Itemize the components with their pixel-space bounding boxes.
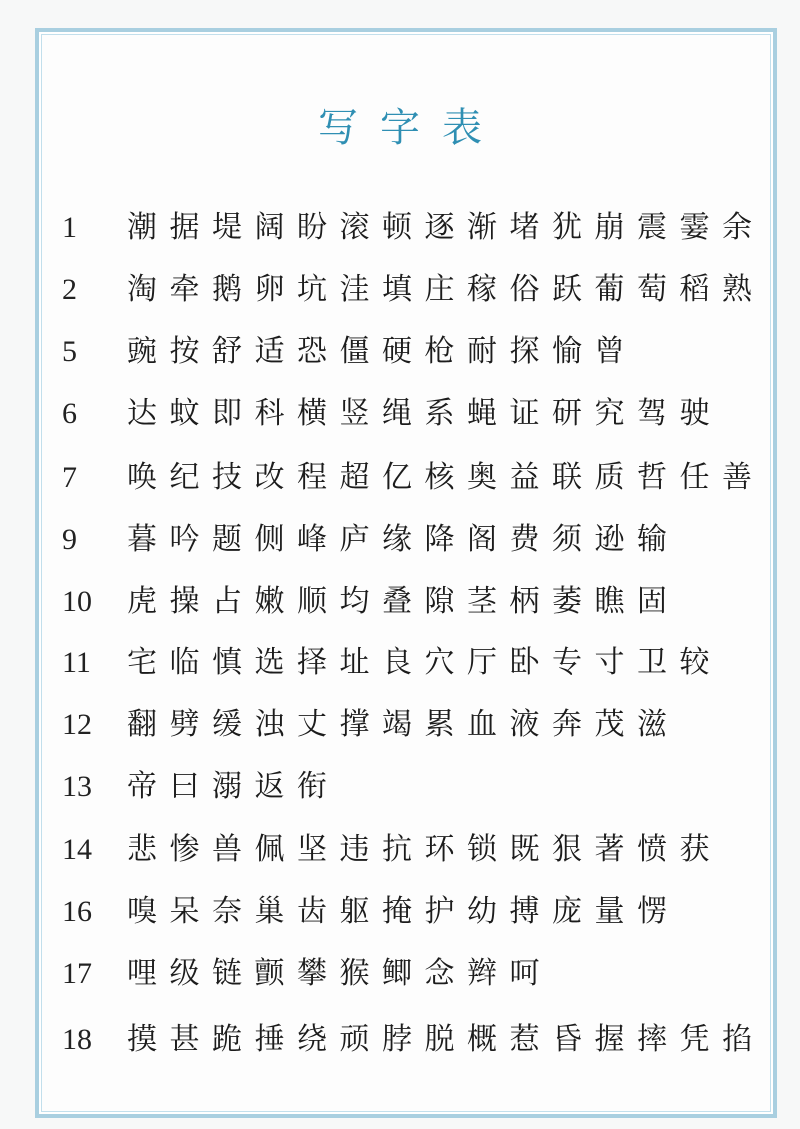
- character: 淘: [127, 272, 157, 307]
- character: 坚: [297, 832, 327, 867]
- character: 庄: [424, 272, 455, 307]
- character: 驶: [679, 396, 710, 431]
- lesson-number: 12: [62, 708, 92, 741]
- character: 愣: [637, 894, 667, 929]
- lesson-number: 1: [62, 211, 77, 244]
- character: 护: [424, 894, 455, 929]
- character: 究: [594, 396, 625, 431]
- character: 抗: [382, 832, 412, 867]
- character: 凭: [679, 1022, 710, 1057]
- character: 惨: [169, 832, 200, 867]
- lesson-row: [0, 268, 800, 312]
- character: 稼: [467, 272, 497, 307]
- character: 卵: [254, 272, 285, 307]
- character: 昏: [552, 1022, 582, 1057]
- character: 曰: [169, 769, 200, 804]
- character: 浊: [254, 707, 285, 742]
- lesson-row: [0, 518, 800, 562]
- character: 潮: [127, 210, 157, 245]
- character: 霎: [679, 210, 710, 245]
- character: 须: [552, 522, 582, 557]
- character-list: [127, 206, 765, 250]
- lesson-row: [0, 641, 800, 685]
- character: 获: [679, 832, 710, 867]
- character: 既: [509, 832, 540, 867]
- character: 暮: [127, 522, 157, 557]
- character: 哲: [637, 460, 667, 495]
- character: 即: [212, 396, 242, 431]
- character: 攀: [297, 956, 327, 991]
- lesson-row: [0, 206, 800, 250]
- character: 虎: [127, 584, 157, 619]
- character-list: [127, 828, 722, 872]
- character: 占: [212, 584, 242, 619]
- character: 卫: [637, 645, 667, 680]
- character: 茂: [594, 707, 625, 742]
- character-list: [127, 456, 765, 500]
- character: 溺: [212, 769, 242, 804]
- character: 摔: [637, 1022, 667, 1057]
- character: 硬: [382, 334, 412, 369]
- character: 萄: [637, 272, 667, 307]
- character: 齿: [297, 894, 327, 929]
- character: 劈: [169, 707, 200, 742]
- character: 佩: [254, 832, 285, 867]
- character: 证: [509, 396, 540, 431]
- character: 奥: [467, 460, 497, 495]
- character: 善: [722, 460, 752, 495]
- character: 鲫: [382, 956, 412, 991]
- character: 摸: [127, 1022, 157, 1057]
- character: 顺: [297, 584, 327, 619]
- character: 卧: [509, 645, 540, 680]
- character: 唤: [127, 460, 157, 495]
- character: 吟: [169, 522, 200, 557]
- character: 血: [467, 707, 497, 742]
- character: 握: [594, 1022, 625, 1057]
- character: 隙: [424, 584, 455, 619]
- character: 巢: [254, 894, 285, 929]
- character: 脖: [382, 1022, 412, 1057]
- character-list: [127, 268, 765, 312]
- character: 惹: [509, 1022, 540, 1057]
- page-title: 写字表: [318, 105, 504, 151]
- character: 愉: [552, 334, 582, 369]
- character: 鹅: [212, 272, 242, 307]
- character: 辫: [467, 956, 497, 991]
- character: 适: [254, 334, 285, 369]
- character: 返: [254, 769, 285, 804]
- character: 叠: [382, 584, 412, 619]
- character: 崩: [594, 210, 625, 245]
- character: 竭: [382, 707, 412, 742]
- character: 费: [509, 522, 540, 557]
- lesson-number: 2: [62, 273, 77, 306]
- character: 概: [467, 1022, 497, 1057]
- character: 嫩: [254, 584, 285, 619]
- character: 据: [169, 210, 200, 245]
- character-list: [127, 392, 722, 436]
- character: 顽: [339, 1022, 370, 1057]
- character: 哩: [127, 956, 157, 991]
- character: 阁: [467, 522, 497, 557]
- character: 跪: [212, 1022, 242, 1057]
- character: 固: [637, 584, 667, 619]
- character-list: [127, 952, 552, 996]
- character: 颤: [254, 956, 285, 991]
- character: 研: [552, 396, 582, 431]
- character: 阔: [254, 210, 285, 245]
- character: 滚: [339, 210, 370, 245]
- lesson-number: 16: [62, 895, 92, 928]
- character: 液: [509, 707, 540, 742]
- character: 滋: [637, 707, 667, 742]
- character: 掐: [722, 1022, 752, 1057]
- character: 峰: [297, 522, 327, 557]
- character: 兽: [212, 832, 242, 867]
- character: 蝇: [467, 396, 497, 431]
- character: 顿: [382, 210, 412, 245]
- character: 系: [424, 396, 455, 431]
- character: 择: [297, 645, 327, 680]
- character-list: [127, 580, 680, 624]
- character: 念: [424, 956, 455, 991]
- character-list: [127, 330, 637, 374]
- lesson-row: [0, 1018, 800, 1062]
- lesson-number: 6: [62, 397, 77, 430]
- character: 瞧: [594, 584, 625, 619]
- character: 宅: [127, 645, 157, 680]
- character: 逊: [594, 522, 625, 557]
- character: 联: [552, 460, 582, 495]
- lesson-row: [0, 765, 800, 809]
- character: 驾: [637, 396, 667, 431]
- character: 震: [637, 210, 667, 245]
- character: 幼: [467, 894, 497, 929]
- character: 逐: [424, 210, 455, 245]
- character: 余: [722, 210, 752, 245]
- lesson-row: [0, 890, 800, 934]
- character: 纪: [169, 460, 200, 495]
- character: 柄: [509, 584, 540, 619]
- lesson-row: [0, 392, 800, 436]
- character: 僵: [339, 334, 370, 369]
- character: 侧: [254, 522, 285, 557]
- character: 搏: [509, 894, 540, 929]
- character: 址: [339, 645, 370, 680]
- character: 输: [637, 522, 667, 557]
- character: 萎: [552, 584, 582, 619]
- character: 专: [552, 645, 582, 680]
- character: 犹: [552, 210, 582, 245]
- character: 超: [339, 460, 370, 495]
- character: 衔: [297, 769, 327, 804]
- character: 亿: [382, 460, 412, 495]
- lesson-row: [0, 952, 800, 996]
- character: 奈: [212, 894, 242, 929]
- character: 厅: [467, 645, 497, 680]
- character: 丈: [297, 707, 327, 742]
- character-list: [127, 641, 722, 685]
- character: 脱: [424, 1022, 455, 1057]
- character: 呆: [169, 894, 200, 929]
- character: 掩: [382, 894, 412, 929]
- character: 按: [169, 334, 200, 369]
- character: 益: [509, 460, 540, 495]
- character: 任: [679, 460, 710, 495]
- character: 锁: [467, 832, 497, 867]
- character: 寸: [594, 645, 625, 680]
- character: 葡: [594, 272, 625, 307]
- character: 翻: [127, 707, 157, 742]
- character: 良: [382, 645, 412, 680]
- character: 慎: [212, 645, 242, 680]
- character: 捶: [254, 1022, 285, 1057]
- character: 甚: [169, 1022, 200, 1057]
- character-list: [127, 518, 680, 562]
- character-list: [127, 703, 680, 747]
- character: 猴: [339, 956, 370, 991]
- character: 舒: [212, 334, 242, 369]
- character-list: [127, 1018, 765, 1062]
- character: 累: [424, 707, 455, 742]
- character: 蚊: [169, 396, 200, 431]
- lesson-number: 11: [62, 646, 91, 679]
- character: 坑: [297, 272, 327, 307]
- character: 核: [424, 460, 455, 495]
- character: 质: [594, 460, 625, 495]
- character: 呵: [509, 956, 540, 991]
- character: 缓: [212, 707, 242, 742]
- lesson-number: 7: [62, 461, 77, 494]
- character: 牵: [169, 272, 200, 307]
- character: 链: [212, 956, 242, 991]
- character: 著: [594, 832, 625, 867]
- character: 探: [509, 334, 540, 369]
- character: 量: [594, 894, 625, 929]
- character: 程: [297, 460, 327, 495]
- character: 恐: [297, 334, 327, 369]
- character: 降: [424, 522, 455, 557]
- character: 盼: [297, 210, 327, 245]
- character: 枪: [424, 334, 455, 369]
- character: 达: [127, 396, 157, 431]
- character: 躯: [339, 894, 370, 929]
- character: 缘: [382, 522, 412, 557]
- character: 奔: [552, 707, 582, 742]
- character: 嗅: [127, 894, 157, 929]
- character: 庞: [552, 894, 582, 929]
- character: 均: [339, 584, 370, 619]
- character: 狠: [552, 832, 582, 867]
- lesson-row: [0, 828, 800, 872]
- character: 稻: [679, 272, 710, 307]
- character: 俗: [509, 272, 540, 307]
- character: 熟: [722, 272, 752, 307]
- lesson-number: 9: [62, 523, 77, 556]
- lesson-number: 10: [62, 585, 92, 618]
- character: 填: [382, 272, 412, 307]
- character: 堤: [212, 210, 242, 245]
- character: 操: [169, 584, 200, 619]
- character: 茎: [467, 584, 497, 619]
- character: 横: [297, 396, 327, 431]
- character: 绳: [382, 396, 412, 431]
- character: 选: [254, 645, 285, 680]
- character: 庐: [339, 522, 370, 557]
- character: 洼: [339, 272, 370, 307]
- character-list: [127, 890, 680, 934]
- character: 豌: [127, 334, 157, 369]
- character: 穴: [424, 645, 455, 680]
- character: 较: [679, 645, 710, 680]
- character: 题: [212, 522, 242, 557]
- character: 绕: [297, 1022, 327, 1057]
- character: 改: [254, 460, 285, 495]
- character: 悲: [127, 832, 157, 867]
- lesson-row: [0, 456, 800, 500]
- character: 愤: [637, 832, 667, 867]
- character: 级: [169, 956, 200, 991]
- character: 帝: [127, 769, 157, 804]
- character: 环: [424, 832, 455, 867]
- character: 跃: [552, 272, 582, 307]
- lesson-number: 13: [62, 770, 92, 803]
- lesson-row: [0, 330, 800, 374]
- lesson-number: 17: [62, 957, 92, 990]
- character: 临: [169, 645, 200, 680]
- character: 耐: [467, 334, 497, 369]
- lesson-row: [0, 580, 800, 624]
- character: 堵: [509, 210, 540, 245]
- lesson-row: [0, 703, 800, 747]
- lesson-number: 18: [62, 1023, 92, 1056]
- character-list: [127, 765, 340, 809]
- character: 曾: [594, 334, 625, 369]
- character: 科: [254, 396, 285, 431]
- character: 渐: [467, 210, 497, 245]
- character: 技: [212, 460, 242, 495]
- character: 竖: [339, 396, 370, 431]
- lesson-number: 5: [62, 335, 77, 368]
- lesson-number: 14: [62, 833, 92, 866]
- character: 违: [339, 832, 370, 867]
- character: 撑: [339, 707, 370, 742]
